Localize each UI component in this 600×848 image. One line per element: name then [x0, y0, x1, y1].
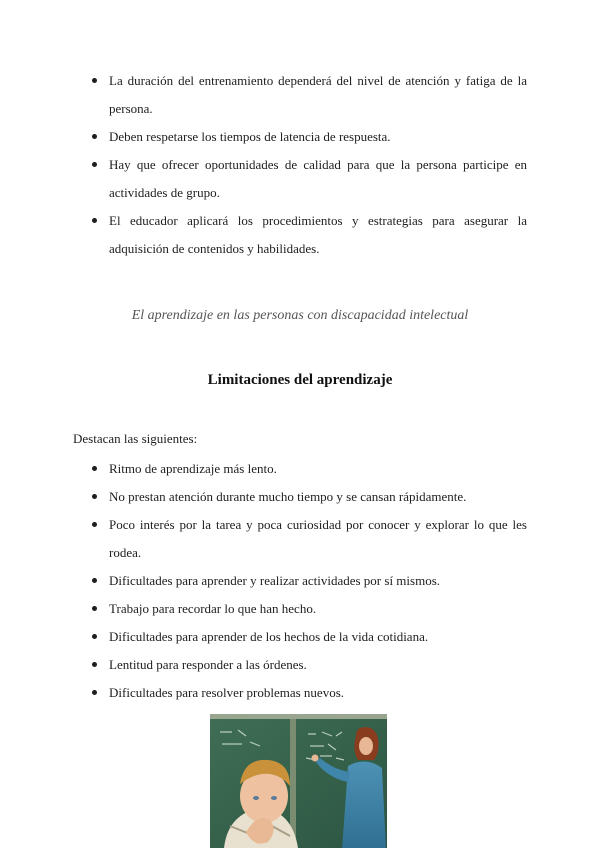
list-item: Dificultades para aprender de los hechos de la vida cotidiana.	[0, 623, 600, 651]
recommendations-list	[0, 67, 600, 263]
list-item: Lentitud para responder a las órdenes.	[0, 651, 600, 679]
classroom-illustration	[210, 714, 387, 848]
list-item: Ritmo de aprendizaje más lento.	[0, 455, 600, 483]
classroom-photo	[210, 714, 387, 848]
list-item: Dificultades para aprender y realizar actividades por sí mismos.	[0, 567, 600, 595]
list-item: Poco interés por la tarea y poca curiosidad por conocer y explorar lo que les rodea.	[0, 511, 600, 567]
list-item: La duración del entrenamiento dependerá del nivel de atención y fatiga de la persona.	[0, 67, 600, 123]
list-item: El educador aplicará los procedimientos y estrategias para asegurar la adquisición de contenidos y habilidades.	[0, 207, 600, 263]
list-item: Trabajo para recordar lo que han hecho.	[0, 595, 600, 623]
intro-text: Destacan las siguientes:	[73, 431, 198, 446]
section-heading: Limitaciones del aprendizaje	[207, 372, 393, 388]
limitations-list	[0, 455, 600, 707]
list-item: Hay que ofrecer oportunidades de calidad para que la persona participe en actividades de grupo.	[0, 151, 600, 207]
list-item: No prestan atención durante mucho tiempo y se cansan rápidamente.	[0, 483, 600, 511]
list-item: Dificultades para resolver problemas nuevos.	[0, 679, 600, 707]
list-item: Deben respetarse los tiempos de latencia de respuesta.	[0, 123, 600, 151]
section-subtitle: El aprendizaje en las personas con discapacidad intelectual	[131, 308, 469, 323]
